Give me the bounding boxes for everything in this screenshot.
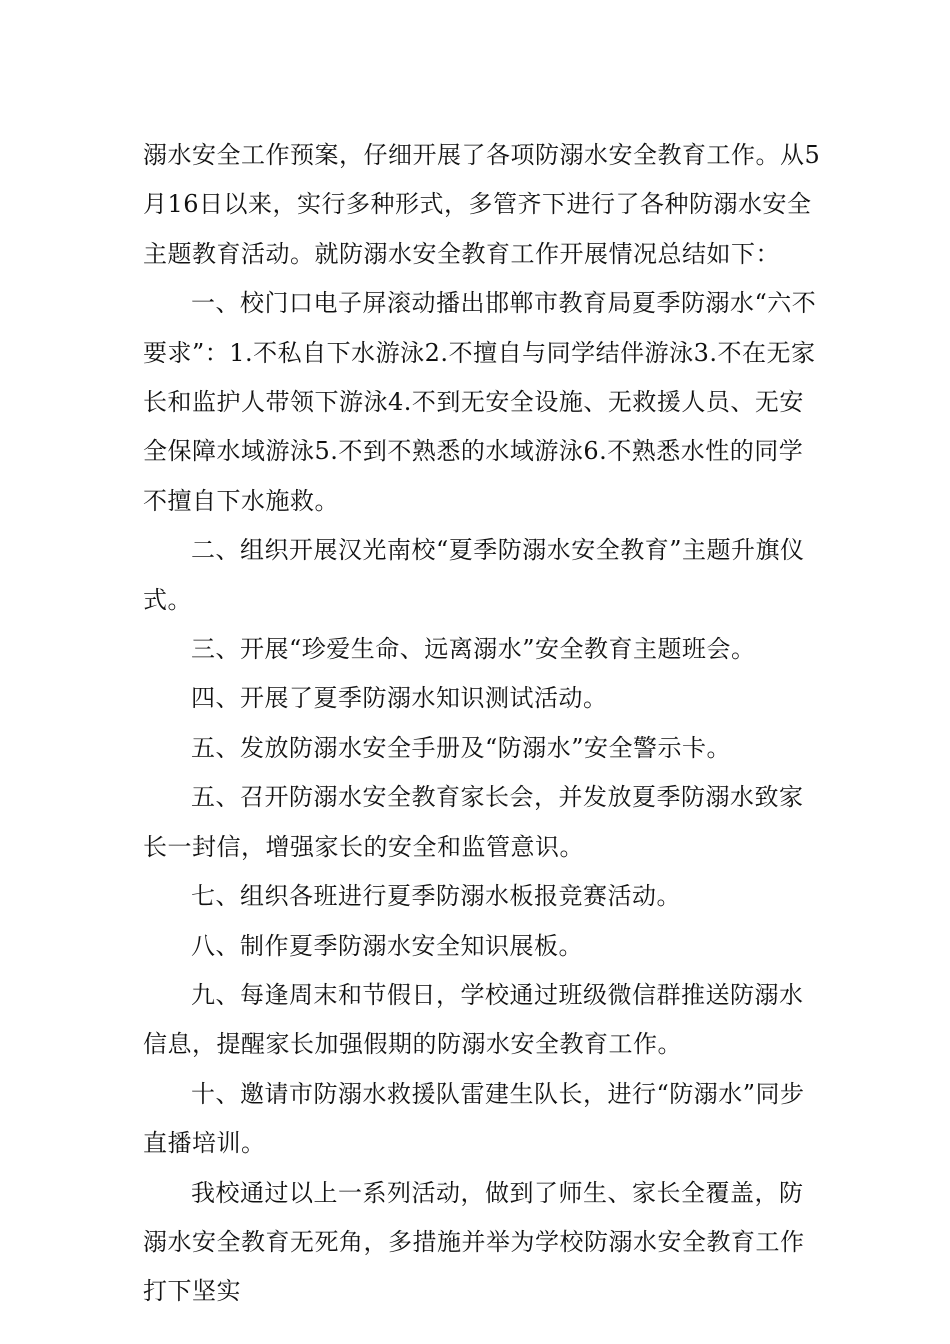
paragraph-item-9: 九、每逢周末和节假日，学校通过班级微信群推送防溺水信息，提醒家长加强假期的防溺水安全教育工作。	[143, 980, 804, 1059]
paragraph-item-8: 八、制作夏季防溺水安全知识展板。	[191, 931, 583, 960]
paragraph-item-5: 五、发放防溺水安全手册及“防溺水”安全警示卡。	[191, 733, 732, 762]
paragraph-conclusion: 我校通过以上一系列活动，做到了师生、家长全覆盖，防溺水安全教育无死角，多措施并举为学校防溺水安全教育工作打下坚实	[143, 1178, 805, 1306]
paragraph-item-10: 十、邀请市防溺水救援队雷建生队长，进行“防溺水”同步直播培训。	[143, 1079, 805, 1158]
paragraph-item-3: 三、开展“珍爱生命、远离溺水”安全教育主题班会。	[191, 635, 756, 664]
document-body	[143, 131, 823, 1317]
paragraph-intro: 溺水安全工作预案，仔细开展了各项防溺水安全教育工作。从5月16日以来，实行多种形式，多管齐下进行了各种防溺水安全主题教育活动。就防溺水安全教育工作开展情况总结如下：	[143, 141, 821, 268]
paragraph-item-6: 五、召开防溺水安全教育家长会，并发放夏季防溺水致家长一封信，增强家长的安全和监管意识。	[143, 783, 804, 861]
paragraph-item-4: 四、开展了夏季防溺水知识测试活动。	[191, 684, 608, 713]
paragraph-item-7: 七、组织各班进行夏季防溺水板报竞赛活动。	[191, 882, 681, 911]
paragraph-item-2: 二、组织开展汉光南校“夏季防溺水安全教育”主题升旗仪式。	[143, 536, 805, 614]
paragraph-item-1: 一、校门口电子屏滚动播出邯郸市教育局夏季防溺水“六不要求”：1.不私自下水游泳2.不擅自与同学结伴游泳3.不在无家长和监护人带领下游泳4.不到无安全设施、无救援人员、无安全保障水域游泳5.不到不熟悉的水域游泳6.不熟悉水性的同学不擅自下水施救。	[143, 289, 817, 515]
